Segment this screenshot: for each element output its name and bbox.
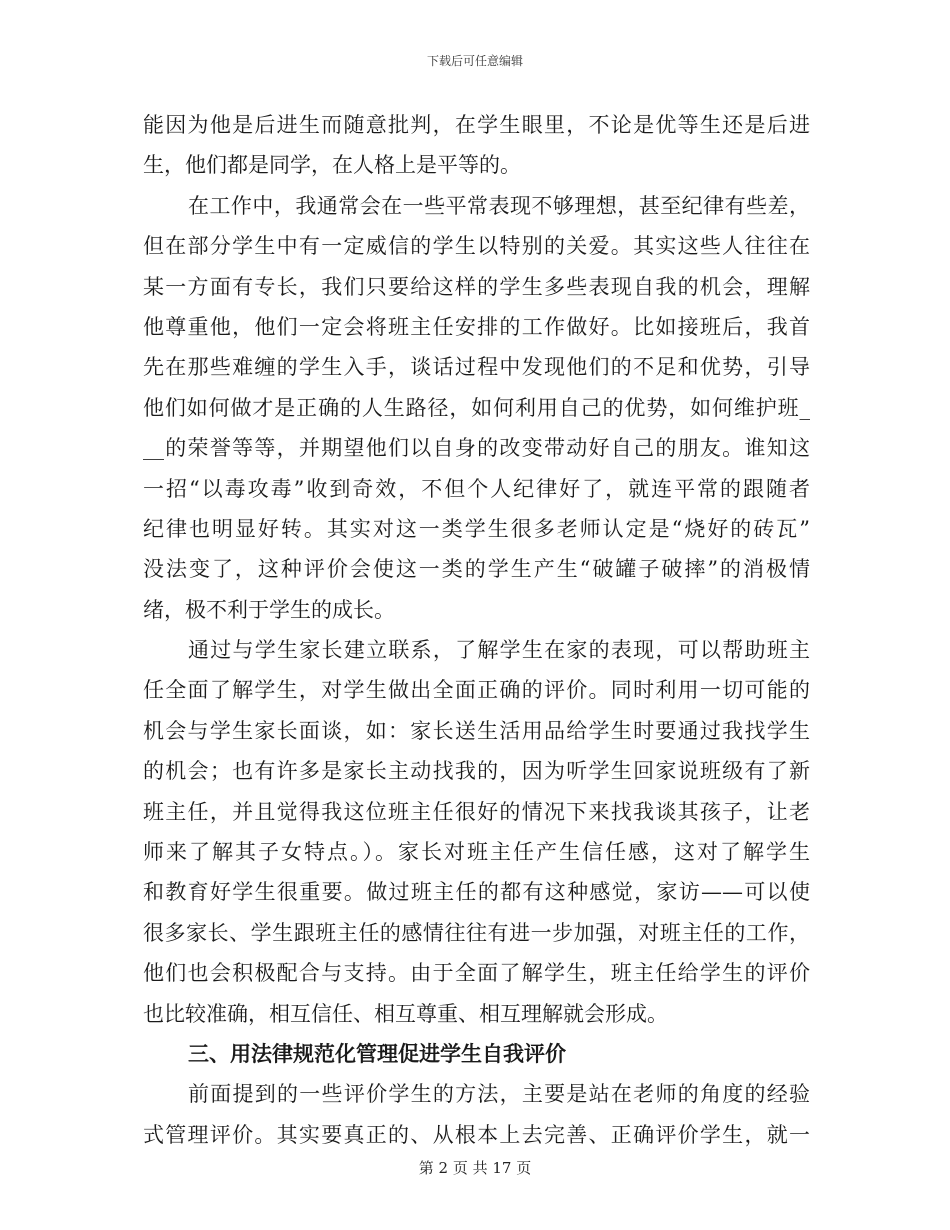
section-heading: 三、用法律规范化管理促进学生自我评价	[188, 1041, 566, 1066]
text-line: 没法变了，这种评价会使这一类的学生产生“破罐子破摔”的消极情	[143, 557, 810, 582]
text-line: 班主任，并且觉得我这位班主任很好的情况下来找我谈其孩子，让老	[143, 799, 810, 824]
text-line: __的荣誉等等，并期望他们以自身的改变带动好自己的朋友。谁知这	[143, 436, 810, 461]
text-line: 先在那些难缠的学生入手，谈话过程中发现他们的不足和优势，引导	[143, 355, 810, 380]
text-line: 他们也会积极配合与支持。由于全面了解学生，班主任给学生的评价	[143, 961, 810, 986]
text-line: 一招“以毒攻毒”收到奇效，不但个人纪律好了，就连平常的跟随者	[143, 476, 810, 501]
text-line: 的机会；也有许多是家长主动找我的，因为听学生回家说班级有了新	[143, 759, 810, 784]
text-line: 很多家长、学生跟班主任的感情往往有进一步加强，对班主任的工作，	[143, 920, 810, 945]
text-line: 他们如何做才是正确的人生路径，如何利用自己的优势，如何维护班_	[143, 395, 810, 420]
text-line: 在工作中，我通常会在一些平常表现不够理想，甚至纪律有些差，	[188, 193, 810, 218]
page-number-footer: 第 2 页 共 17 页	[418, 1159, 532, 1177]
text-line: 任全面了解学生，对学生做出全面正确的评价。同时利用一切可能的	[143, 678, 810, 703]
text-line: 通过与学生家长建立联系，了解学生在家的表现，可以帮助班主	[188, 638, 810, 663]
text-line: 纪律也明显好转。其实对这一类学生很多老师认定是“烧好的砖瓦”	[143, 516, 810, 541]
text-line: 也比较准确，相互信任、相互尊重、相互理解就会形成。	[143, 1001, 668, 1026]
paragraph	[143, 1074, 810, 1155]
text-line: 绪，极不利于学生的成长。	[143, 597, 395, 622]
text-line: 机会与学生家长面谈，如：家长送生活用品给学生时要通过我找学生	[143, 718, 810, 743]
text-line: 师来了解其子女特点。）。家长对班主任产生信任感，这对了解学生	[143, 840, 810, 865]
paragraph	[143, 105, 810, 186]
paragraph	[143, 186, 810, 630]
paragraph	[143, 630, 810, 1034]
document-body	[143, 105, 810, 1155]
text-line: 但在部分学生中有一定威信的学生以特别的关爱。其实这些人往往在	[143, 234, 810, 259]
text-line: 式管理评价。其实要真正的、从根本上去完善、正确评价学生，就一	[143, 1122, 810, 1147]
text-line: 和教育好学生很重要。做过班主任的都有这种感觉，家访——可以使	[143, 880, 810, 905]
text-line: 他尊重他，他们一定会将班主任安排的工作做好。比如接班后，我首	[143, 314, 810, 339]
text-line: 能因为他是后进生而随意批判，在学生眼里，不论是优等生还是后进	[143, 113, 810, 137]
text-line: 生，他们都是同学，在人格上是平等的。	[143, 153, 521, 178]
text-line: 前面提到的一些评价学生的方法，主要是站在老师的角度的经验	[188, 1082, 810, 1107]
page-header: 下载后可任意编辑	[426, 54, 523, 68]
text-line: 某一方面有专长，我们只要给这样的学生多些表现自我的机会，理解	[143, 274, 810, 299]
